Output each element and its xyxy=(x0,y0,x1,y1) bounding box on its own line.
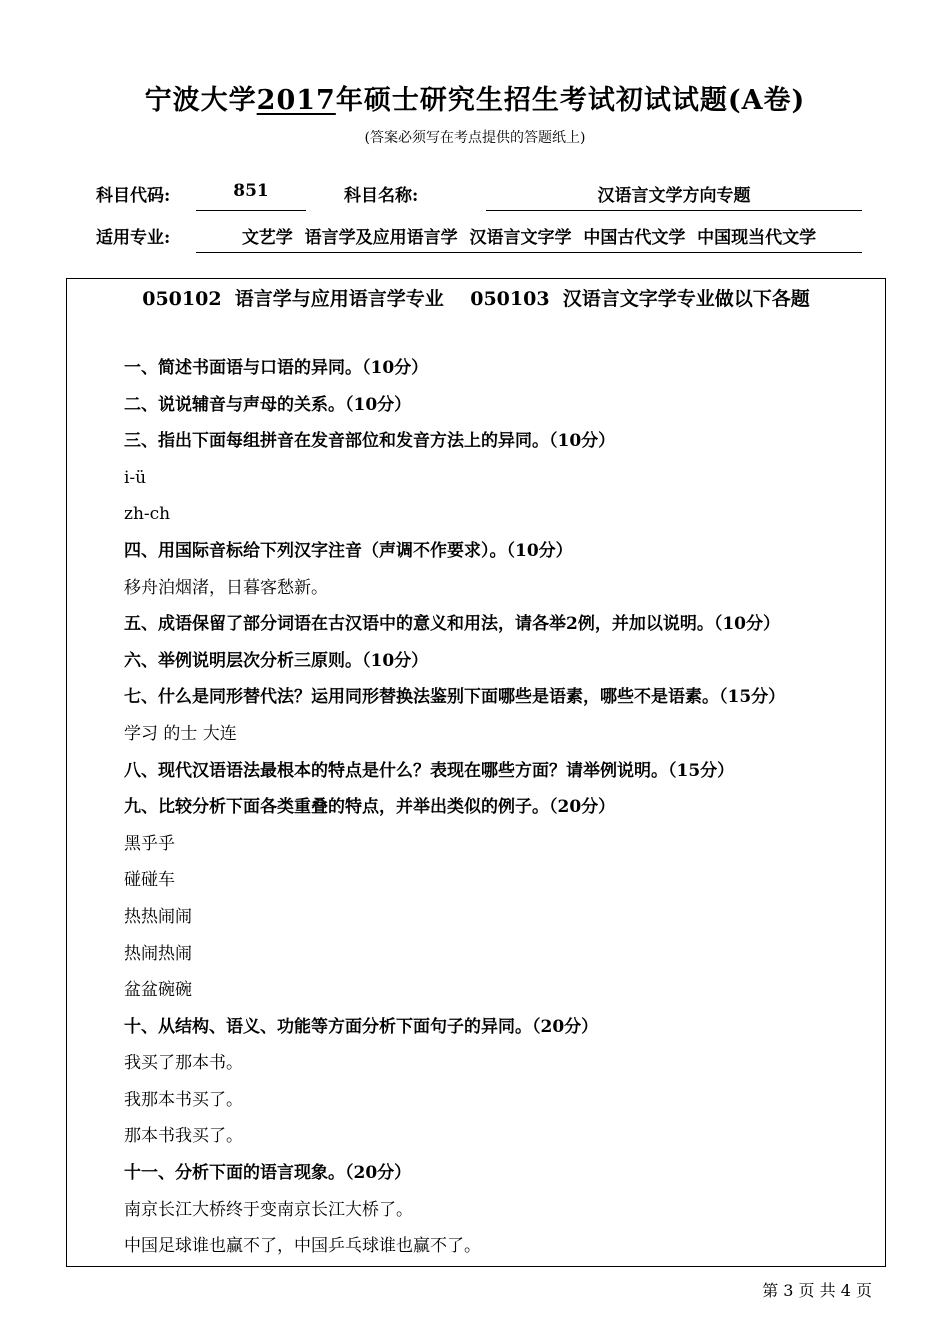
question-item: 七、什么是同形替代法？运用同形替换法鉴别下面哪些是语素，哪些不是语素。（15分） xyxy=(124,687,786,708)
exam-title xyxy=(0,78,950,117)
example-item: 热闹热闹 xyxy=(124,943,192,964)
question-item: 九、比较分析下面各类重叠的特点，并举出类似的例子。（20分） xyxy=(124,797,616,818)
major-label: 适用专业: xyxy=(96,228,171,248)
example-item: 那本书我买了。 xyxy=(124,1126,243,1147)
subject-name-label: 科目名称: xyxy=(344,186,419,206)
subject-code-underline xyxy=(196,210,306,211)
example-item: 黑乎乎 xyxy=(124,833,175,854)
question-item: 十一、分析下面的语言现象。（20分） xyxy=(124,1163,412,1184)
example-item: 热热闹闹 xyxy=(124,906,192,927)
page-number: 第 3 页 共 4 页 xyxy=(762,1281,872,1300)
subject-name-value: 汉语言文学方向专题 xyxy=(597,186,751,206)
question-item: 十、从结构、语义、功能等方面分析下面句子的异同。（20分） xyxy=(124,1016,599,1037)
example-item: 盆盆碗碗 xyxy=(124,980,192,1001)
major-value: 文艺学 语言学及应用语言学 汉语言文字学 中国古代文学 中国现当代文学 xyxy=(241,228,817,248)
question-item: 一、简述书面语与口语的异同。（10分） xyxy=(124,358,429,378)
question-item: 五、成语保留了部分词语在古汉语中的意义和用法，请各举2例，并加以说明。（10分） xyxy=(124,614,780,635)
example-item: i-ü xyxy=(124,467,147,488)
example-item: 学习 的士 大连 xyxy=(124,723,237,744)
question-item: 八、现代汉语语法最根本的特点是什么？表现在哪些方面？请举例说明。（15分） xyxy=(124,760,735,781)
major-underline xyxy=(196,252,862,253)
title-year: 2017 xyxy=(256,85,336,116)
question-item: 四、用国际音标给下列汉字注音（声调不作要求）。（10分） xyxy=(124,540,573,561)
title-school: 宁波大学 xyxy=(144,85,257,116)
example-item: 我那本书买了。 xyxy=(124,1089,243,1110)
example-item: 移舟泊烟渚，日暮客愁新。 xyxy=(124,577,328,598)
subject-code-value: 851 xyxy=(233,181,269,201)
question-item: 六、举例说明层次分析三原则。（10分） xyxy=(124,650,429,671)
title-rest: 年硕士研究生招生考试初试试题(A卷) xyxy=(335,85,806,116)
subject-code-label: 科目代码: xyxy=(96,186,171,206)
question-item: 三、指出下面每组拼音在发音部位和发音方法上的异同。（10分） xyxy=(124,431,616,452)
section-title: 050102 语言学与应用语言学专业 050103 汉语言文字学专业做以下各题 xyxy=(142,288,810,310)
question-item: 二、说说辅音与声母的关系。（10分） xyxy=(124,394,412,415)
question-list xyxy=(124,350,879,1265)
example-item: 南京长江大桥终于变南京长江大桥了。 xyxy=(124,1199,413,1220)
example-item: 碰碰车 xyxy=(124,870,175,891)
example-item: 我买了那本书。 xyxy=(124,1053,243,1074)
example-item: 中国足球谁也赢不了，中国乒乓球谁也赢不了。 xyxy=(124,1236,481,1257)
example-item: zh-ch xyxy=(124,504,171,525)
answer-note: (答案必须写在考点提供的答题纸上) xyxy=(364,130,586,146)
subject-name-underline xyxy=(486,210,862,211)
